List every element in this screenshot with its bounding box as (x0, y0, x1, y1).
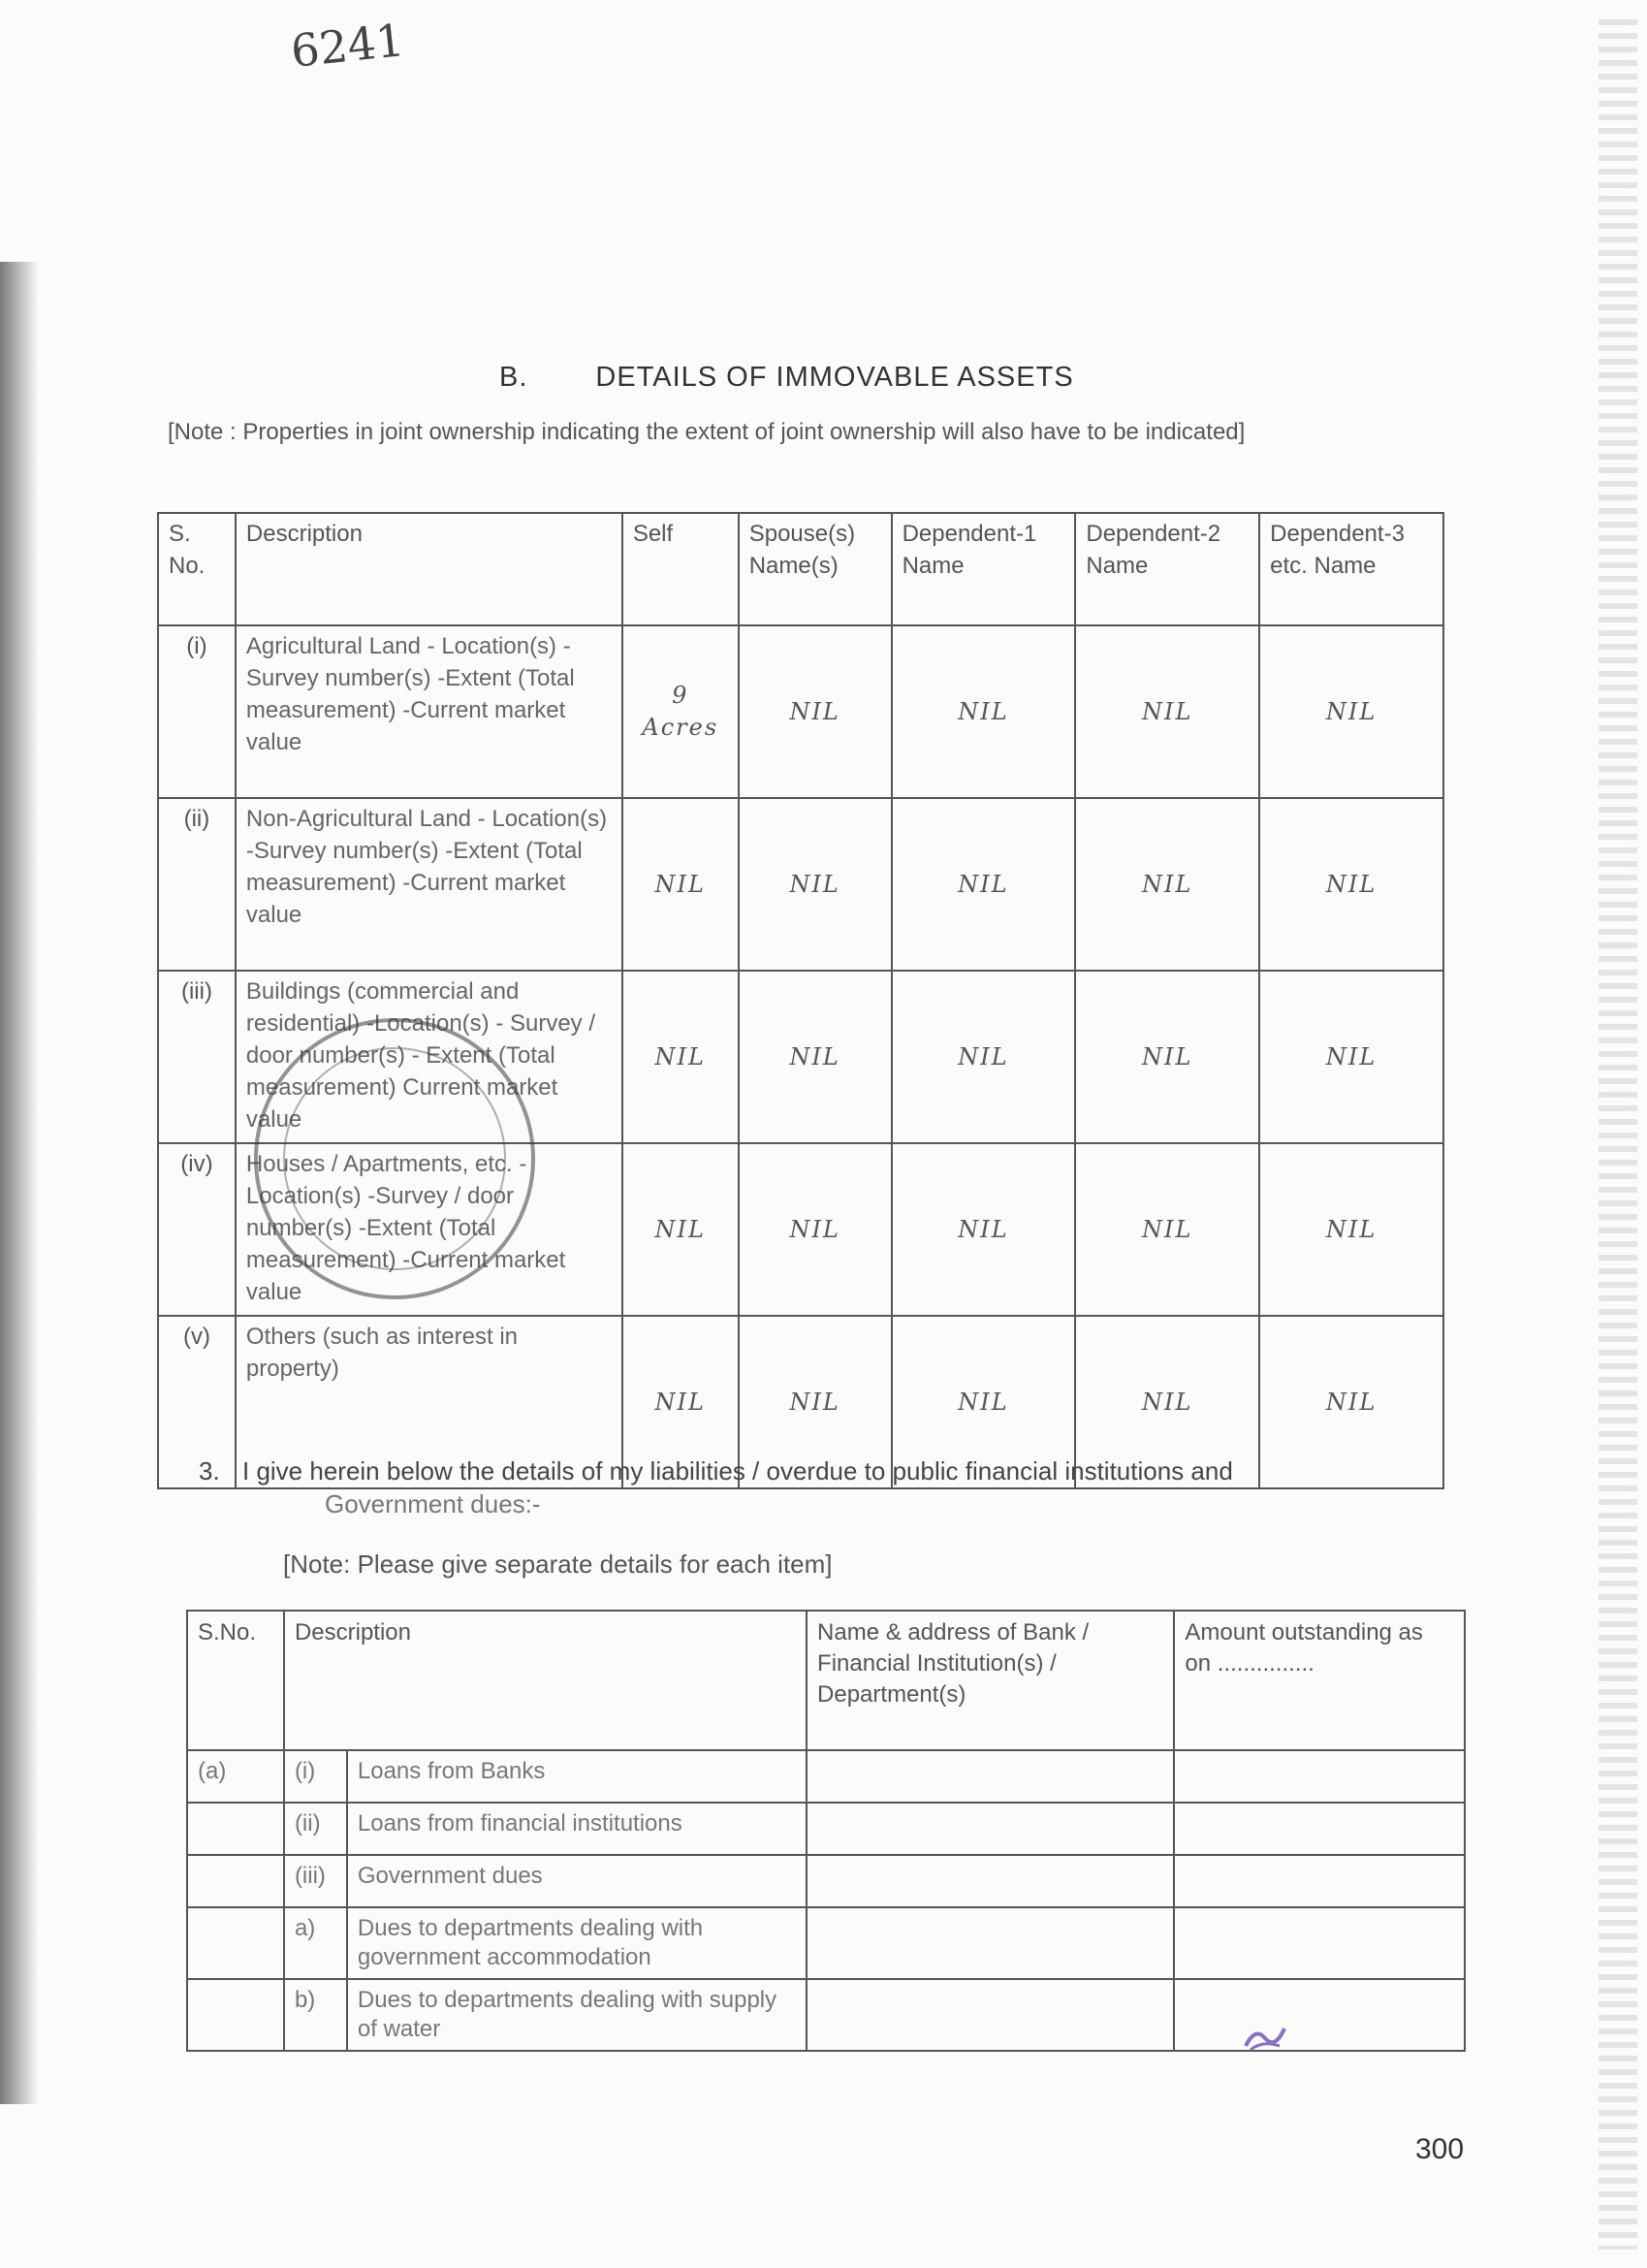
table-row (158, 625, 1443, 798)
bank-cell (807, 1750, 1174, 1803)
col-header-description: Description (284, 1611, 807, 1750)
spouse-entry: NIL (739, 1143, 892, 1316)
row-sno: (ii) (158, 798, 236, 971)
spouse-entry: NIL (739, 1316, 892, 1488)
dependent-3-entry: NIL (1259, 798, 1443, 971)
bank-cell (807, 1907, 1174, 1979)
row-sno: (iv) (158, 1143, 236, 1316)
table-header-row (187, 1611, 1465, 1750)
dependent-2-entry: NIL (1075, 625, 1259, 798)
row-sub-number: (i) (284, 1750, 347, 1803)
col-header-dependent-3: Dependent-3 etc. Name (1259, 513, 1443, 625)
row-description: Buildings (commercial and residential) -Location(s) - Survey / door number(s) - Extent (Total measurement) Current market value (236, 971, 622, 1143)
self-entry: 9 Acres (622, 625, 739, 798)
amount-cell (1174, 1855, 1465, 1907)
row-sno (187, 1803, 284, 1855)
spouse-entry: NIL (739, 798, 892, 971)
row-description: Dues to departments dealing with supply of water (347, 1979, 807, 2051)
col-header-spouse: Spouse(s) Name(s) (739, 513, 892, 625)
page-number: 300 (1415, 2133, 1465, 2165)
bank-cell (807, 1979, 1174, 2051)
row-sno: (i) (158, 625, 236, 798)
section-letter: B. (499, 362, 528, 393)
row-sno: (a) (187, 1750, 284, 1803)
scan-streak (1599, 19, 1637, 2250)
bank-cell (807, 1855, 1174, 1907)
row-sno (187, 1979, 284, 2051)
spouse-entry: NIL (739, 971, 892, 1143)
dependent-3-entry: NIL (1259, 1143, 1443, 1316)
table-header-row (158, 513, 1443, 625)
row-sub-number: (iii) (284, 1855, 347, 1907)
row-sub-number: b) (284, 1979, 347, 2051)
amount-cell (1174, 1979, 1465, 2051)
row-description: Agricultural Land - Location(s) -Survey number(s) -Extent (Total measurement) -Current market value (236, 625, 622, 798)
amount-cell (1174, 1803, 1465, 1855)
liabilities-declaration (199, 1454, 1362, 1520)
ink-smudge (1241, 2017, 1289, 2056)
dependent-2-entry: NIL (1075, 971, 1259, 1143)
table-row (187, 1907, 1465, 1979)
amount-cell (1174, 1907, 1465, 1979)
dependent-1-entry: NIL (892, 1316, 1076, 1488)
col-header-amount: Amount outstanding as on ............... (1174, 1611, 1465, 1750)
top-handwritten-number: 6241 (288, 14, 407, 78)
liabilities-line-2: Government dues:- (325, 1489, 541, 1518)
table-row (158, 798, 1443, 971)
dependent-2-entry: NIL (1075, 798, 1259, 971)
row-description: Loans from Banks (347, 1750, 807, 1803)
dependent-3-entry: NIL (1259, 1316, 1443, 1488)
row-sub-number: (ii) (284, 1803, 347, 1855)
row-description: Non-Agricultural Land - Location(s) -Survey number(s) -Extent (Total measurement) -Current market value (236, 798, 622, 971)
self-entry: NIL (622, 1316, 739, 1488)
row-description: Others (such as interest in property) (236, 1316, 622, 1488)
col-header-bank: Name & address of Bank / Financial Institution(s) / Department(s) (807, 1611, 1174, 1750)
row-sno: (v) (158, 1316, 236, 1488)
liabilities-table (186, 1610, 1466, 2052)
col-header-dependent-2: Dependent-2 Name (1075, 513, 1259, 625)
row-sno (187, 1855, 284, 1907)
self-entry: NIL (622, 798, 739, 971)
dependent-2-entry: NIL (1075, 1143, 1259, 1316)
dependent-1-entry: NIL (892, 1143, 1076, 1316)
bank-cell (807, 1803, 1174, 1855)
row-description: Dues to departments dealing with government accommodation (347, 1907, 807, 1979)
separate-details-note: [Note: Please give separate details for each item] (283, 1549, 833, 1579)
liabilities-text: I give herein below the details of my liabilities / overdue to public financial institutions and (242, 1456, 1233, 1485)
scan-edge-shadow (0, 262, 39, 2104)
row-sno: (iii) (158, 971, 236, 1143)
table-row (187, 1803, 1465, 1855)
dependent-1-entry: NIL (892, 971, 1076, 1143)
immovable-assets-table (157, 512, 1444, 1489)
row-sub-number: a) (284, 1907, 347, 1979)
dependent-1-entry: NIL (892, 625, 1076, 798)
row-sno (187, 1907, 284, 1979)
table-row (187, 1750, 1465, 1803)
amount-cell (1174, 1750, 1465, 1803)
col-header-dependent-1: Dependent-1 Name (892, 513, 1076, 625)
row-description: Houses / Apartments, etc. - Location(s) -Survey / door number(s) -Extent (Total measurement) -Current market value (236, 1143, 622, 1316)
dependent-3-entry: NIL (1259, 625, 1443, 798)
liabilities-line-1 (199, 1454, 1362, 1487)
col-header-description: Description (236, 513, 622, 625)
joint-ownership-note: [Note : Properties in joint ownership indicating the extent of joint ownership will also have to be indicated] (168, 419, 1246, 445)
col-header-sno: S.No. (187, 1611, 284, 1750)
dependent-1-entry: NIL (892, 798, 1076, 971)
section-title: DETAILS OF IMMOVABLE ASSETS (595, 362, 1074, 393)
col-header-sno: S. No. (158, 513, 236, 625)
table-row (187, 1855, 1465, 1907)
paragraph-number: 3. (199, 1456, 220, 1485)
self-entry: NIL (622, 971, 739, 1143)
section-heading (499, 362, 1074, 394)
dependent-3-entry: NIL (1259, 971, 1443, 1143)
spouse-entry: NIL (739, 625, 892, 798)
dependent-2-entry: NIL (1075, 1316, 1259, 1488)
col-header-self: Self (622, 513, 739, 625)
row-description: Government dues (347, 1855, 807, 1907)
official-stamp-inner-ring (283, 1047, 506, 1270)
self-entry: NIL (622, 1143, 739, 1316)
row-description: Loans from financial institutions (347, 1803, 807, 1855)
